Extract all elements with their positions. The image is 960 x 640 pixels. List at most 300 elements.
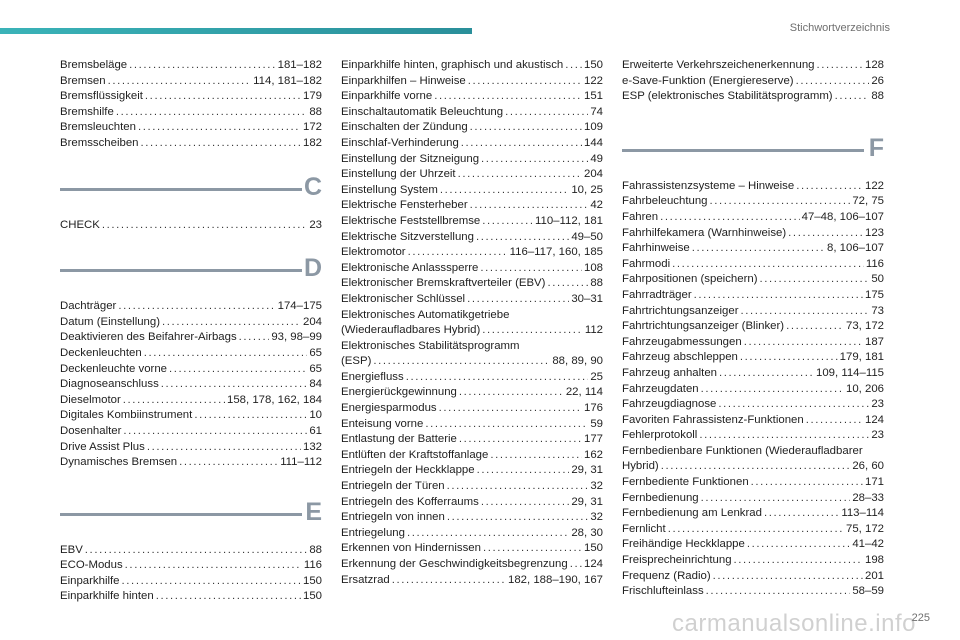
- leader-dots: [796, 74, 870, 90]
- entry-pages: 176: [583, 402, 603, 415]
- entry-pages: 29, 31: [571, 464, 603, 477]
- entry-title: Frequenz (Radio): [622, 569, 711, 582]
- entry-title: Enteisung vorne: [341, 417, 424, 430]
- entry-pages: 109: [583, 121, 603, 134]
- leader-dots: [660, 210, 800, 226]
- entry-pages: 75, 172: [845, 522, 884, 535]
- entry-pages: 177: [583, 433, 603, 446]
- entry-pages: 150: [583, 59, 603, 71]
- header-accent-bar: [0, 28, 472, 34]
- index-entry: [341, 557, 603, 573]
- index-entry: [60, 543, 322, 559]
- entry-title: Frischlufteinlass: [622, 585, 704, 598]
- entry-pages: 22, 114: [565, 386, 603, 399]
- entry-pages: 49: [590, 152, 603, 165]
- index-entry: [622, 226, 884, 242]
- leader-dots: [408, 245, 508, 261]
- entry-title: Elektronischer Bremskraftverteiler (EBV): [341, 277, 546, 290]
- index-entry: [622, 475, 884, 491]
- index-entry: [622, 194, 884, 210]
- section-letter: D: [303, 254, 322, 283]
- leader-dots: [734, 553, 863, 569]
- entry-title: Einparkhilfen – Hinweise: [341, 74, 466, 87]
- entry-title: Drive Assist Plus: [60, 440, 145, 453]
- leader-dots: [751, 475, 863, 491]
- index-entry: [622, 335, 884, 351]
- leader-dots: [764, 506, 839, 522]
- leader-dots: [694, 288, 863, 304]
- index-entry: [341, 573, 603, 589]
- leader-dots: [482, 323, 583, 339]
- entry-pages: 88: [590, 277, 603, 290]
- entry-title-line2: (Wiederaufladbares Hybrid): [341, 324, 481, 337]
- entry-title: Fahrhilfekamera (Warnhinweise): [622, 226, 787, 239]
- entry-pages: 42: [590, 199, 603, 212]
- group-d: [60, 299, 322, 471]
- leader-dots: [710, 194, 851, 210]
- entry-title: Elektromotor: [341, 246, 406, 259]
- leader-dots: [816, 58, 863, 74]
- entry-pages: 61: [309, 424, 322, 437]
- entry-pages: 150: [302, 590, 322, 603]
- index-entry: [341, 105, 603, 121]
- entry-pages: 181–182: [277, 59, 322, 71]
- entry-pages: 88: [309, 105, 322, 118]
- entry-title: Energiesparmodus: [341, 402, 437, 415]
- index-entry: [341, 136, 603, 152]
- index-entry: [60, 330, 322, 346]
- index-entry: [622, 569, 884, 585]
- leader-dots: [138, 120, 301, 136]
- section-header-f: [622, 127, 884, 173]
- leader-dots: [129, 58, 276, 74]
- entry-title: Fernbedienung am Lenkrad: [622, 507, 762, 520]
- index-entry: [622, 506, 884, 522]
- leader-dots: [147, 440, 301, 456]
- entry-pages: 74: [590, 105, 603, 118]
- index-entry: [60, 120, 322, 136]
- entry-pages: 73, 172: [845, 320, 884, 333]
- entry-pages: 72, 75: [852, 195, 884, 208]
- entry-pages: 26, 60: [852, 460, 884, 473]
- entry-pages: 158, 178, 162, 184: [226, 393, 322, 406]
- entry-pages: 171: [864, 476, 884, 489]
- entry-pages: 88, 89, 90: [552, 355, 603, 368]
- entry-pages: 8, 106–107: [826, 242, 884, 255]
- entry-pages: 110–112, 181: [535, 214, 603, 227]
- entry-title: Dieselmotor: [60, 393, 121, 406]
- leader-dots: [747, 537, 850, 553]
- index-entry: [341, 401, 603, 417]
- leader-dots: [480, 261, 582, 277]
- entry-title-line1: Elektronisches Stabilitätsprogramm: [341, 339, 520, 352]
- leader-dots: [116, 105, 308, 121]
- leader-dots: [668, 522, 844, 538]
- index-entry: [341, 245, 603, 261]
- entry-title: Dachträger: [60, 300, 117, 313]
- section-rule: [60, 269, 302, 272]
- leader-dots: [672, 257, 864, 273]
- leader-dots: [706, 584, 851, 600]
- entry-pages: 122: [583, 74, 603, 87]
- entry-title: Fernbedienung: [622, 491, 699, 504]
- leader-dots: [108, 74, 252, 90]
- entry-pages: 204: [583, 168, 603, 181]
- leader-dots: [458, 167, 582, 183]
- entry-title: Einparkhilfe vorne: [341, 90, 433, 103]
- index-entry: [60, 89, 322, 105]
- entry-title: Bremshilfe: [60, 105, 114, 118]
- index-entry: [60, 408, 322, 424]
- entry-title: Einparkhilfe: [60, 574, 120, 587]
- section-letter: E: [305, 497, 322, 526]
- index-entry: [60, 74, 322, 90]
- leader-dots: [713, 569, 863, 585]
- index-entry: [60, 455, 322, 471]
- leader-dots: [169, 362, 307, 378]
- entry-title: ESP (elektronisches Stabilitätsprogramm): [622, 90, 833, 103]
- entry-pages: 150: [302, 574, 322, 587]
- leader-dots: [461, 136, 582, 152]
- index-entry: [622, 210, 884, 226]
- index-entry: [622, 74, 884, 90]
- index-entry: [341, 385, 603, 401]
- entry-title: Fahrradträger: [622, 288, 692, 301]
- index-entry: [341, 463, 603, 479]
- entry-title: Fehlerprotokoll: [622, 429, 698, 442]
- entry-title: Bremsen: [60, 74, 106, 87]
- index-entry: [341, 526, 603, 542]
- entry-pages: 123: [864, 226, 884, 239]
- entry-pages: 109, 114–115: [816, 366, 884, 379]
- entry-title: Elektronischer Schlüssel: [341, 292, 466, 305]
- entry-pages: 59: [590, 417, 603, 430]
- leader-dots: [447, 510, 588, 526]
- entry-pages: 58–59: [852, 585, 884, 598]
- index-entry: [60, 393, 322, 409]
- entry-pages: 73: [871, 304, 884, 317]
- entry-title: Deckenleuchten: [60, 346, 142, 359]
- index-entry: [60, 136, 322, 152]
- index-entry: [622, 257, 884, 273]
- leader-dots: [719, 366, 814, 382]
- entry-pages: 10, 25: [571, 183, 603, 196]
- leader-dots: [796, 179, 863, 195]
- section-header-c: [60, 166, 322, 212]
- leader-dots: [786, 319, 844, 335]
- index-entry: [60, 105, 322, 121]
- entry-pages: 50: [871, 273, 884, 286]
- leader-dots: [806, 413, 863, 429]
- index-entry: [341, 510, 603, 526]
- section-rule: [60, 188, 302, 191]
- entry-pages: 108: [583, 261, 603, 274]
- entry-title: Datum (Einstellung): [60, 315, 161, 328]
- entry-title-line1: Elektronisches Automatikgetriebe: [341, 308, 510, 321]
- section-header-d: [60, 247, 322, 293]
- leader-dots: [239, 330, 270, 346]
- entry-title: Erweiterte Verkehrszeichenerkennung: [622, 59, 815, 71]
- entry-title: Deaktivieren des Beifahrer-Airbags: [60, 331, 237, 344]
- index-entry: [622, 319, 884, 335]
- leader-dots: [565, 58, 582, 74]
- entry-title: Digitales Kombiinstrument: [60, 409, 193, 422]
- entry-pages: 179, 181: [839, 351, 884, 364]
- entry-title: Einschaltautomatik Beleuchtung: [341, 105, 504, 118]
- index-entry: [341, 89, 603, 105]
- entry-title: Einschlaf-Verhinderung: [341, 136, 459, 149]
- group-e-part2: [341, 370, 603, 588]
- entry-title-line2: (ESP): [341, 355, 372, 368]
- entry-title: Entriegeln der Türen: [341, 480, 445, 493]
- entry-pages: 41–42: [852, 538, 884, 551]
- section-letter: C: [303, 172, 322, 201]
- leader-dots: [470, 120, 582, 136]
- entry-pages: 10: [309, 409, 322, 422]
- index-entry: [622, 522, 884, 538]
- section-rule: [622, 149, 864, 152]
- entry-pages: 132: [302, 440, 322, 453]
- leader-dots: [468, 74, 582, 90]
- leader-dots: [125, 558, 302, 574]
- index-entry: [341, 276, 603, 292]
- index-entry: [341, 230, 603, 246]
- entry-title: Fahrzeug abschleppen: [622, 351, 738, 364]
- index-entry: [622, 58, 884, 74]
- entry-pages: 23: [309, 218, 322, 231]
- entry-pages: 144: [583, 136, 603, 149]
- entry-pages: 128: [864, 59, 884, 71]
- entry-pages: 84: [309, 378, 322, 391]
- section-rule: [60, 513, 302, 516]
- index-entry: [622, 553, 884, 569]
- entry-title: e-Save-Funktion (Energiereserve): [622, 74, 794, 87]
- index-entry: [622, 382, 884, 398]
- entry-title: Fahrzeugdiagnose: [622, 398, 717, 411]
- leader-dots: [194, 408, 307, 424]
- index-entry: [622, 304, 884, 320]
- entry-pages: 150: [583, 542, 603, 555]
- leader-dots: [476, 230, 569, 246]
- index-entry: [622, 350, 884, 366]
- section-header-e: [60, 491, 322, 537]
- leader-dots: [122, 574, 301, 590]
- index-entry: [60, 558, 322, 574]
- entry-title: Fahrtrichtungsanzeiger: [622, 304, 739, 317]
- leader-dots: [692, 241, 825, 257]
- entry-pages: 25: [590, 370, 603, 383]
- entry-title: Energiefluss: [341, 370, 404, 383]
- watermark-text: carmanualsonline.info: [672, 610, 916, 637]
- index-entry: [341, 74, 603, 90]
- index-entry: [60, 440, 322, 456]
- index-entry: [341, 58, 603, 74]
- entry-pages: 88: [309, 543, 322, 556]
- leader-dots: [701, 491, 851, 507]
- entry-title: Fahrzeugabmessungen: [622, 335, 742, 348]
- index-entry: [622, 413, 884, 429]
- entry-title: Bremsscheiben: [60, 136, 139, 149]
- entry-title: Fahrbeleuchtung: [622, 195, 708, 208]
- entry-pages: 65: [309, 346, 322, 359]
- group-b: [60, 58, 322, 152]
- entry-title: Entriegelung: [341, 526, 405, 539]
- index-entry: [622, 179, 884, 195]
- entry-pages: 23: [871, 429, 884, 442]
- entry-title: Einparkhilfe hinten: [60, 590, 154, 603]
- entry-pages: 65: [309, 362, 322, 375]
- leader-dots: [156, 589, 301, 605]
- entry-pages: 116: [865, 257, 884, 270]
- entry-pages: 10, 206: [845, 382, 884, 395]
- entry-title: Fernlicht: [622, 522, 666, 535]
- index-entry: [60, 424, 322, 440]
- index-entry: [622, 366, 884, 382]
- entry-title: Freisprecheinrichtung: [622, 554, 732, 567]
- leader-dots: [85, 543, 308, 559]
- leader-dots: [744, 335, 863, 351]
- leader-dots: [162, 315, 301, 331]
- index-entry: [341, 120, 603, 136]
- entry-title: Erkennen von Hindernissen: [341, 542, 481, 555]
- section-letter: F: [868, 133, 884, 162]
- leader-dots: [434, 89, 582, 105]
- entry-title: Einstellung System: [341, 183, 438, 196]
- index-column-3: [622, 58, 884, 600]
- index-entry-multiline: [341, 339, 603, 370]
- index-entry: [341, 152, 603, 168]
- entry-pages: 175: [864, 288, 884, 301]
- group-e: [60, 543, 322, 605]
- entry-title-line1: Fernbedienbare Funktionen (Wiederaufladbarer: [622, 444, 863, 457]
- entry-title: Freihändige Heckklappe: [622, 538, 745, 551]
- entry-title: Dynamisches Bremsen: [60, 456, 178, 469]
- leader-dots: [439, 401, 582, 417]
- entry-title: Fahrpositionen (speichern): [622, 273, 758, 286]
- entry-pages: 151: [583, 90, 603, 103]
- index-entry: [60, 218, 322, 234]
- entry-pages: 49–50: [571, 230, 603, 243]
- index-entry: [622, 397, 884, 413]
- leader-dots: [483, 541, 582, 557]
- index-entry: [60, 362, 322, 378]
- leader-dots: [118, 299, 275, 315]
- leader-dots: [467, 292, 569, 308]
- group-f-part2: [622, 475, 884, 600]
- index-entry: [341, 214, 603, 230]
- group-c: [60, 218, 322, 234]
- entry-pages: 112: [584, 324, 603, 337]
- index-entry: [341, 292, 603, 308]
- entry-title: Entriegeln des Kofferraums: [341, 495, 479, 508]
- leader-dots: [470, 198, 589, 214]
- leader-dots: [505, 105, 588, 121]
- entry-pages: 111–112: [280, 456, 322, 469]
- entry-pages: 93, 98–99: [271, 331, 322, 344]
- entry-title: Diagnoseanschluss: [60, 378, 159, 391]
- leader-dots: [788, 226, 863, 242]
- leader-dots: [547, 276, 588, 292]
- entry-title: Entriegeln der Heckklappe: [341, 464, 475, 477]
- entry-title: Fahrmodi: [622, 257, 671, 270]
- leader-dots: [102, 218, 307, 234]
- entry-title: Fernbediente Funktionen: [622, 476, 749, 489]
- leader-dots: [760, 272, 870, 288]
- leader-dots: [740, 350, 838, 366]
- leader-dots: [425, 417, 588, 433]
- entry-title: Fahrtrichtungsanzeiger (Blinker): [622, 320, 785, 333]
- entry-pages: 29, 31: [571, 495, 603, 508]
- group-e-part3: [622, 58, 884, 105]
- entry-pages: 122: [864, 179, 884, 192]
- leader-dots: [141, 136, 301, 152]
- index-entry: [622, 491, 884, 507]
- entry-pages: 26: [871, 74, 884, 87]
- index-entry: [60, 574, 322, 590]
- index-entry-multiline: [622, 444, 884, 475]
- entry-title: Ersatzrad: [341, 573, 390, 586]
- entry-title: Entlastung der Batterie: [341, 433, 457, 446]
- leader-dots: [406, 370, 589, 386]
- entry-title: Elektrische Sitzverstellung: [341, 230, 474, 243]
- leader-dots: [481, 152, 588, 168]
- leader-dots: [477, 463, 570, 479]
- leader-dots: [447, 479, 589, 495]
- index-entry: [622, 272, 884, 288]
- index-entry: [341, 448, 603, 464]
- entry-pages: 198: [864, 554, 884, 567]
- entry-title: Favoriten Fahrassistenz-Funktionen: [622, 413, 804, 426]
- entry-title: EBV: [60, 543, 83, 556]
- entry-title-line2: Hybrid): [622, 460, 659, 473]
- entry-pages: 124: [864, 413, 884, 426]
- leader-dots: [835, 89, 870, 105]
- index-entry: [622, 288, 884, 304]
- leader-dots: [407, 526, 569, 542]
- entry-pages: 23: [871, 398, 884, 411]
- leader-dots: [490, 448, 582, 464]
- index-entry: [622, 537, 884, 553]
- leader-dots: [699, 428, 869, 444]
- entry-pages: 32: [590, 511, 603, 524]
- leader-dots: [482, 214, 533, 230]
- leader-dots: [661, 459, 851, 475]
- page-number: 225: [911, 612, 930, 624]
- entry-pages: 204: [302, 315, 322, 328]
- leader-dots: [123, 393, 225, 409]
- entry-pages: 88: [871, 90, 884, 103]
- index-entry: [60, 315, 322, 331]
- page-header-title: Stichwortverzeichnis: [789, 22, 890, 34]
- entry-title: Fahrzeug anhalten: [622, 366, 717, 379]
- leader-dots: [373, 354, 550, 370]
- index-entry: [622, 584, 884, 600]
- index-entry: [60, 346, 322, 362]
- entry-pages: 113–114: [841, 507, 884, 520]
- entry-title: Fahren: [622, 210, 659, 223]
- index-entry: [60, 58, 322, 74]
- index-entry: [341, 167, 603, 183]
- index-entry: [341, 261, 603, 277]
- index-entry: [341, 541, 603, 557]
- entry-pages: 162: [583, 448, 603, 461]
- entry-pages: 47–48, 106–107: [801, 210, 884, 223]
- entry-title: Bremsflüssigkeit: [60, 90, 143, 103]
- entry-pages: 172: [302, 121, 322, 134]
- leader-dots: [741, 304, 870, 320]
- index-entry: [341, 479, 603, 495]
- leader-dots: [144, 346, 308, 362]
